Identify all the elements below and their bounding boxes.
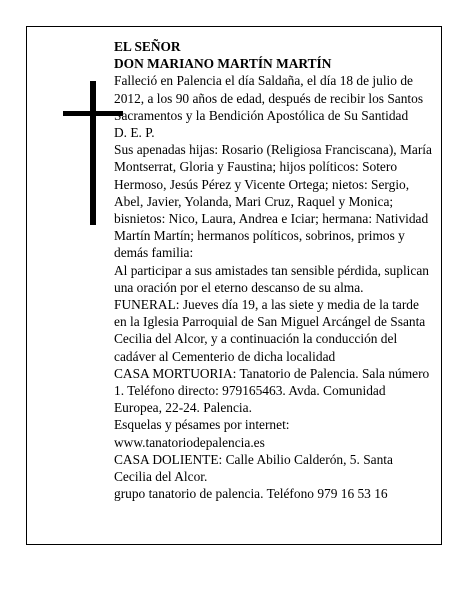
cross-vertical-bar bbox=[90, 81, 96, 225]
notice-title: EL SEÑOR bbox=[114, 39, 181, 54]
website-link[interactable]: www.tanatoriodepalencia.es bbox=[114, 434, 265, 450]
residence-details: CASA DOLIENTE: Calle Abilio Calderón, 5. Santa Cecilia del Alcor. bbox=[114, 451, 393, 485]
footer-contact: grupo tanatorio de palencia. Teléfono 979 16 53 16 bbox=[114, 486, 388, 502]
online-condolences-label: Esquelas y pésames por internet: bbox=[114, 417, 290, 433]
mortuary-details: CASA MORTUORIA: Tanatorio de Palencia. Sala número 1. Teléfono directo: 979165463. Avda. Comunidad Europea, 22-24. Palencia. bbox=[114, 365, 430, 416]
rest-in-peace: D. E. P. bbox=[114, 125, 155, 141]
deceased-name: DON MARIANO MARTÍN MARTÍN bbox=[114, 56, 332, 72]
funeral-details: FUNERAL: Jueves día 19, a las siete y media de la tarde en la Iglesia Parroquial de San Miguel Arcángel de Ssanta Cecilia del Alcor, y a continuación la conducción del cadáver al Cementerio de dicha localidad bbox=[114, 297, 426, 364]
notice-body bbox=[114, 38, 434, 502]
prayer-request: Al participar a sus amistades tan sensible pérdida, suplican una oración por el eterno descanso de su alma. bbox=[114, 262, 429, 295]
family-list: Sus apenadas hijas: Rosario (Religiosa Franciscana), María Montserrat, Gloria y Faustina; hijos políticos: Sotero Hermoso, Jesús Pérez y Vicente Ortega; nietos: Sergio, Abel, Javier, Yolanda, Mari Cruz, Raquel y Monica; bisnietos: Nico, Laura, Andrea e Iciar; hermana: Natividad Martín Martín; hermanos políticos, sobrinos, primos y demás familia: bbox=[114, 142, 432, 261]
death-statement: Falleció en Palencia el día Saldaña, el día 18 de julio de 2012, a los 90 años de edad, después de recibir los Santos Sacramentos y la Bendición Apostólica de Su Santidad bbox=[114, 73, 424, 123]
